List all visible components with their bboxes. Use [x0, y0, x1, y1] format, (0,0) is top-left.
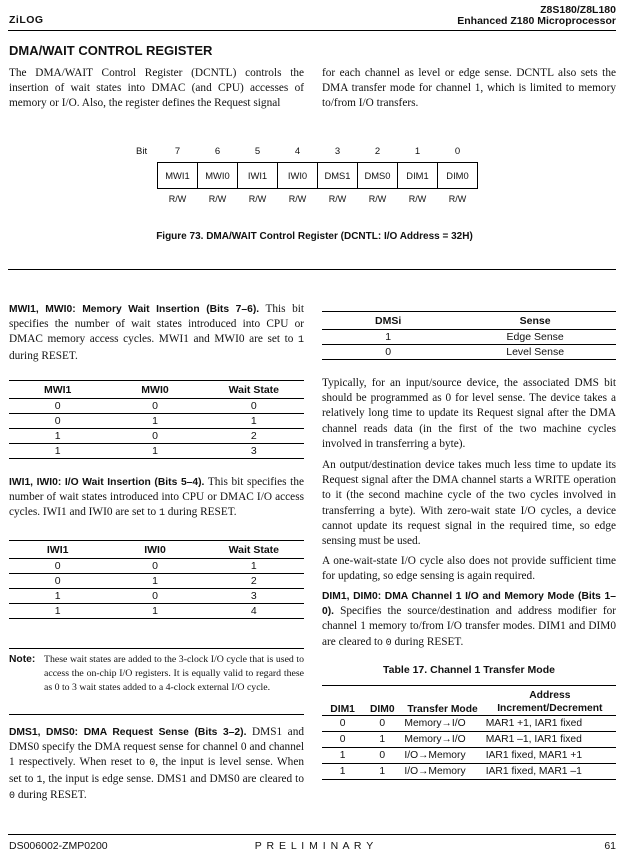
column-header: IWI1: [46, 543, 69, 556]
table-row: 0 Level Sense: [322, 345, 616, 360]
incdec-header: Increment/Decrement: [497, 703, 603, 714]
column-header: Wait State: [228, 543, 280, 556]
dms-paragraph: DMS1, DMS0: DMA Request Sense (Bits 3–2). DMS1 and DMS0 specify the DMA request sense for channel 0 and channel 1 respectively. When reset to 0, the input is level sense. When set to 1, the input is edge sense. DMS1 and DMS0 are cleared to 0 during RESET.: [9, 726, 304, 802]
column-header: DIM1: [330, 704, 355, 715]
field-dms0: DMS0: [358, 162, 398, 188]
figure-rule: [8, 269, 616, 270]
table-row: 1 0 I/O→Memory IAR1 fixed, MAR1 +1: [322, 748, 616, 764]
table-row: 0 0 0: [9, 399, 304, 414]
field-mwi0: MWI0: [198, 162, 238, 188]
bit-number: 6: [214, 145, 221, 157]
table-row: 1 0 2: [9, 429, 304, 444]
register-diagram: [157, 144, 478, 204]
dim-paragraph: DIM1, DIM0: DMA Channel 1 I/O and Memory Mode (Bits 1–0). Specifies the source/destination and address modifier for channel 1 memory to/from I/O transfer modes. DIM1 and DIM0 are cleared to 0 during RESET.: [322, 591, 616, 649]
bit-number: 2: [374, 145, 381, 157]
mwi-heading: MWI1, MWI0: Memory Wait Insertion (Bits 7–6).: [9, 304, 260, 315]
column-header: [484, 686, 616, 716]
transfer-mode-table: [322, 685, 616, 780]
footer-doc-id: DS006002-ZMP0200: [9, 840, 108, 852]
field-mwi1: MWI1: [158, 162, 198, 188]
register-access: [158, 194, 478, 204]
footer-rule: [8, 834, 616, 835]
column-header: Sense: [519, 314, 551, 327]
column-header: DIM0: [369, 704, 395, 715]
address-header: Address: [529, 690, 571, 701]
intro-col-right: for each channel as level or edge sense. DCNTL also sets the DMA transfer mode for channel 1, which is limited to memory to/from I/O transfers.: [322, 67, 616, 110]
note-label: Note:: [9, 654, 36, 665]
table-row: 1 1 I/O→Memory IAR1 fixed, MAR1 –1: [322, 764, 616, 780]
note-text: These wait states are added to the 3-clock I/O cycle that is used to access the on-chip I/O registers. It is equally valid to regard these as 0 to 3 wait states added to a 4-clock external I/O cycle.: [44, 654, 304, 693]
bit-number: 7: [174, 145, 181, 157]
column-header: MWI1: [43, 383, 72, 396]
footer-page-number: 61: [604, 840, 616, 852]
column-header: Transfer Mode: [407, 704, 478, 715]
table-row: 0 1 Memory→I/O MAR1 –1, IAR1 fixed: [322, 732, 616, 748]
field-dms1: DMS1: [318, 162, 358, 188]
table-row: 0 0 Memory→I/O MAR1 +1, IAR1 fixed: [322, 716, 616, 732]
register-fields: [158, 162, 478, 188]
bit-number: 0: [454, 145, 461, 157]
table-row: 1 1 4: [9, 604, 304, 619]
column-header: Wait State: [228, 383, 280, 396]
bit-number: 4: [294, 145, 301, 157]
dms-explanation-3: A one-wait-state I/O cycle also does not provide sufficient time for updating, so edge sensing is again required.: [322, 555, 616, 583]
intro-col-left: The DMA/WAIT Control Register (DCNTL) controls the insertion of wait states into DMAC (and CPU) accesses of memory or I/O. Also, the register defines the Request signal: [9, 67, 304, 110]
field-iwi0: IWI0: [278, 162, 318, 188]
access-label: R/W: [208, 194, 227, 204]
iwi-paragraph: IWI1, IWI0: I/O Wait Insertion (Bits 5–4). This bit specifies the number of wait states introduced into CPU or DMAC I/O access cycles. IWI1 and IWI0 are set to 1 during RESET.: [9, 476, 304, 520]
mwi-table: [9, 380, 304, 459]
note-rule: [9, 714, 304, 715]
register-bit-numbers: [158, 144, 478, 158]
table-header-row: [322, 686, 616, 716]
header-rule: [8, 30, 616, 31]
table-row: 0 1 2: [9, 574, 304, 589]
table-row: 1 0 3: [9, 589, 304, 604]
footer-status: P R E L I M I N A R Y: [254, 840, 375, 852]
bit-number: 3: [334, 145, 341, 157]
table-row: 1 1 3: [9, 444, 304, 459]
access-label: R/W: [168, 194, 187, 204]
access-label: R/W: [248, 194, 267, 204]
table-header-row: [322, 312, 616, 330]
register-bit-label: Bit: [136, 146, 148, 157]
dms-table: [322, 311, 616, 360]
dim-heading: DIM1, DIM0: DMA Channel 1 I/O and Memory Mode (Bits 1–0).: [322, 591, 616, 618]
access-label: R/W: [368, 194, 387, 204]
field-iwi1: IWI1: [238, 162, 278, 188]
table-row: 1 Edge Sense: [322, 330, 616, 345]
access-label: R/W: [448, 194, 467, 204]
column-header: IWI0: [144, 543, 166, 556]
column-header: DMSi: [375, 314, 402, 327]
access-label: R/W: [288, 194, 307, 204]
iwi-heading: IWI1, IWI0: I/O Wait Insertion (Bits 5–4).: [9, 477, 205, 488]
company-name: ZiLOG: [9, 14, 44, 26]
table-row: 0 1 1: [9, 414, 304, 429]
figure-caption: Figure 73. DMA/WAIT Control Register (DCNTL: I/O Address = 32H): [156, 231, 473, 242]
dms-heading: DMS1, DMS0: DMA Request Sense (Bits 3–2).: [9, 727, 247, 738]
product-name: Z8S180/Z8L180: [540, 4, 616, 16]
column-header: MWI0: [141, 383, 169, 396]
iwi-table: [9, 540, 304, 619]
bit-number: 1: [414, 145, 421, 157]
field-dim1: DIM1: [398, 162, 438, 188]
access-label: R/W: [408, 194, 427, 204]
product-subtitle: Enhanced Z180 Microprocessor: [457, 15, 616, 27]
table-header-row: [9, 381, 304, 399]
table-header-row: [9, 541, 304, 559]
access-label: R/W: [328, 194, 347, 204]
dms-explanation-1: Typically, for an input/source device, the associated DMS bit should be programmed as 0 for level sense. The device takes a relatively long time to update its Request signal after the DMA channel reads data (in the first of the two machine cycles involved in transferring a byte).: [322, 377, 616, 450]
dms-explanation-2: An output/destination device takes much less time to update its Request signal after the DMA channel starts a WRITE operation to it (the second machine cycle of the two cycles involved in transferring a byte). With zero-wait state I/O cycles, a device cannot update its request signal in the required time, so edge sensing must be used.: [322, 459, 616, 548]
table17-title: Table 17. Channel 1 Transfer Mode: [383, 664, 555, 676]
bit-number: 5: [254, 145, 261, 157]
mwi-paragraph: MWI1, MWI0: Memory Wait Insertion (Bits 7–6). This bit specifies the number of wait states introduced into CPU or DMAC memory access cycles. MWI1 and MWI0 are set to 1 during RESET.: [9, 303, 304, 362]
table-row: 0 0 1: [9, 559, 304, 574]
section-title: DMA/WAIT CONTROL REGISTER: [9, 43, 213, 58]
note-block: [9, 648, 304, 695]
field-dim0: DIM0: [438, 162, 478, 188]
